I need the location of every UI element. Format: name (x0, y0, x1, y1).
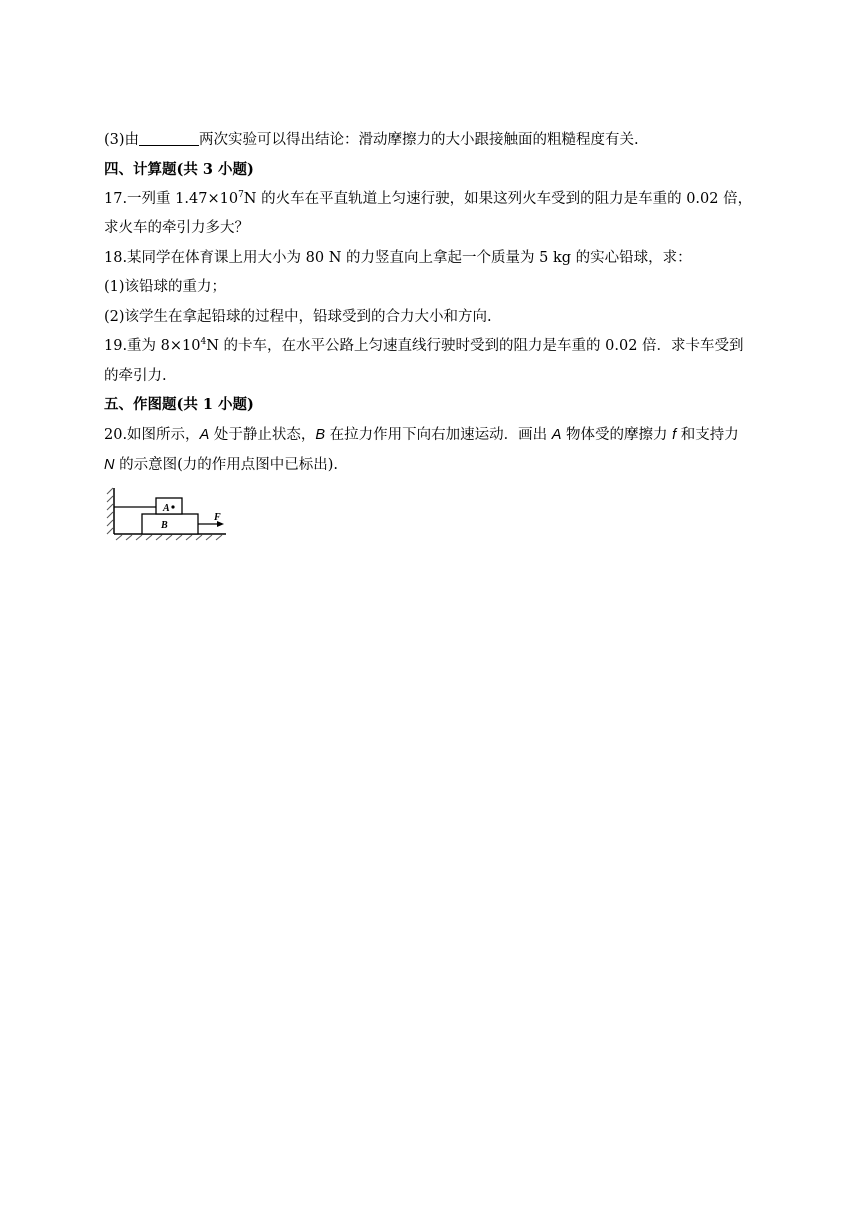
q17-text-a: 17.一列重 1.47×10 (104, 191, 239, 207)
q19-text-a: 19.重为 8×10 (104, 338, 201, 354)
q20-text-d: 物体受的摩擦力 (561, 427, 673, 443)
q16-part3 (104, 130, 639, 150)
section5-title: 五、作图题(共 1 小题) (104, 396, 254, 413)
q19-line1 (104, 336, 744, 356)
q17-exponent: 7 (238, 190, 244, 200)
q20-text-l2: 的示意图(力的作用点图中已标出). (114, 457, 339, 473)
block-b (142, 514, 198, 534)
q19-text-b: N 的卡车，在水平公路上匀速直线行驶时受到的阻力是车重的 0.02 倍．求卡车受到 (206, 338, 744, 354)
q20-text-a: 20.如图所示， (104, 427, 200, 443)
wall-hatch (107, 488, 113, 534)
q20-var-f: f (672, 427, 677, 443)
q18-line1: 18.某同学在体育课上用大小为 80 N 的力竖直向上拿起一个质量为 5 kg 的实心铅球，求： (104, 250, 692, 266)
q17-text-b: N 的火车在平直轨道上匀速行驶，如果这列火车受到的阻力是车重的 0.02 倍， (243, 191, 753, 207)
q18-part1: (1)该铅球的重力； (104, 279, 227, 295)
q19-line2: 的牵引力. (104, 368, 167, 384)
ground-hatch (116, 535, 222, 540)
q20-var-a: A (199, 427, 210, 443)
q16-part3-suffix: 两次实验可以得出结论：滑动摩擦力的大小跟接触面的粗糙程度有关. (199, 132, 639, 148)
q18-part2: (2)该学生在拿起铅球的过程中，铅球受到的合力大小和方向. (104, 309, 492, 325)
label-f: F (214, 512, 221, 523)
q16-part3-prefix: (3)由 (104, 132, 140, 148)
force-diagram (106, 486, 230, 546)
q20-var-a2: A (551, 427, 562, 443)
section4-title: 四、计算题(共 3 小题) (104, 161, 254, 178)
label-a: A (163, 503, 170, 514)
q17-line2: 求火车的牵引力多大？ (104, 220, 249, 236)
q20-var-n: N (104, 457, 115, 473)
q20-text-c: 在拉力作用下向右加速运动．画出 (325, 427, 552, 443)
q19-exponent: 4 (200, 337, 207, 347)
q20-line2 (104, 455, 338, 475)
action-point-dot (171, 505, 174, 508)
label-b: B (161, 520, 168, 531)
q20-line1 (104, 425, 739, 445)
q17-line1 (104, 189, 752, 209)
q20-var-b: B (315, 427, 326, 443)
q20-text-e: 和支持力 (676, 427, 739, 443)
q20-text-b: 处于静止状态， (209, 427, 316, 443)
answer-blank[interactable] (139, 131, 199, 146)
